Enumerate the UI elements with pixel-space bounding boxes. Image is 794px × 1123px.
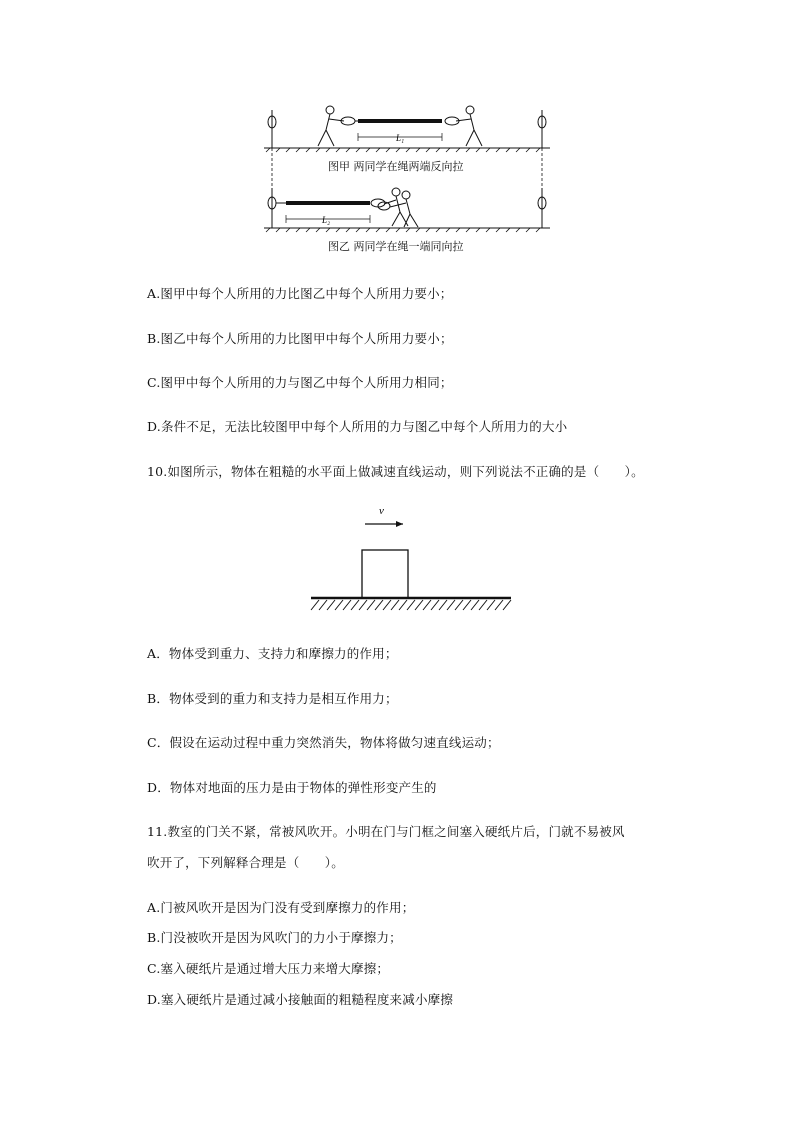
q11-stem-line1: 11.教室的门关不紧，常被风吹开。小明在门与门框之间塞入硬纸片后，门就不易被风	[147, 824, 625, 839]
q10-option-c: C．假设在运动过程中重力突然消失，物体将做匀速直线运动；	[147, 735, 500, 750]
q11-option-c: C.塞入硬纸片是通过增大压力来增大摩擦；	[147, 961, 390, 976]
q9-option-b: B.图乙中每个人所用的力比图甲中每个人所用力要小；	[147, 331, 453, 346]
q10-option-b: B．物体受到的重力和支持力是相互作用力；	[147, 691, 398, 706]
figure-caption-a: 图甲 两同学在绳两端反向拉	[328, 160, 464, 173]
velocity-label: v	[379, 505, 384, 517]
block-on-surface-figure	[305, 500, 515, 620]
q10-option-d: D．物体对地面的压力是由于物体的弹性形变产生的	[147, 780, 437, 795]
label-l1: L₁	[396, 133, 405, 143]
figure-caption-b: 图乙 两同学在绳一端同向拉	[328, 240, 464, 253]
q9-option-d: D.条件不足，无法比较图甲中每个人所用的力与图乙中每个人所用力的大小	[147, 419, 568, 434]
q10-option-a: A．物体受到重力、支持力和摩擦力的作用；	[147, 646, 398, 661]
q9-option-a: A.图甲中每个人所用的力比图乙中每个人所用力要小；	[147, 286, 453, 301]
q9-option-c: C.图甲中每个人所用的力与图乙中每个人所用力相同；	[147, 375, 453, 390]
label-l2: L₂	[322, 215, 331, 225]
q11-option-a: A.门被风吹开是因为门没有受到摩擦力的作用；	[147, 900, 415, 915]
rope-pulling-figure	[258, 100, 558, 260]
q11-option-d: D.塞入硬纸片是通过减小接触面的粗糙程度来减小摩擦	[147, 992, 454, 1007]
q11-option-b: B.门没被吹开是因为风吹门的力小于摩擦力；	[147, 930, 402, 945]
q10-stem: 10.如图所示，物体在粗糙的水平面上做减速直线运动，则下列说法不正确的是（ ）。	[147, 464, 644, 479]
q11-stem-line2: 吹开了，下列解释合理是（ ）。	[147, 855, 344, 870]
